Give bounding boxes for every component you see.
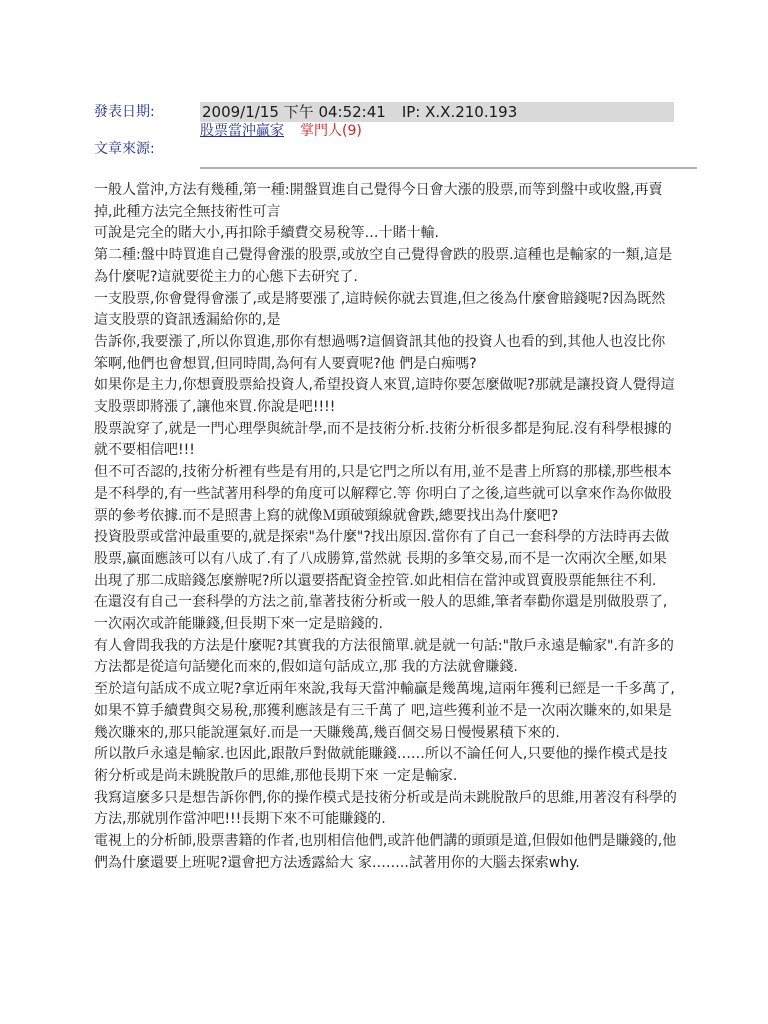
article-paragraph: 投資股票或當沖最重要的,就是探索"為什麼"?找出原因.當你有了自己一套科學的方法時再去做股票,贏面應該可以有八成了.有了八成勝算,當然就 長期的多筆交易,而不是一次兩次全壓,如果出現了那二成賠錢怎麼辦呢?所以還要搭配資金控管.如此相信在當沖或買賣股票能無往不利. (94, 529, 670, 589)
article-paragraph: 我寫這麼多只是想告訴你們,你的操作模式是技術分析或是尚未跳脫散戶的思維,用著沒有科學的方法,那就別作當沖吧!!!長期下來不可能賺錢的. (94, 789, 677, 828)
header-divider (200, 167, 697, 169)
post-ip: IP: X.X.210.193 (401, 103, 518, 121)
article-paragraph: 股票說穿了,就是一門心理學與統計學,而不是技術分析.技術分析很多都是狗屁.沒有科學根據的就不要相信吧!!! (94, 420, 672, 459)
article-paragraph: 在還沒有自己一套科學的方法之前,靠著技術分析或一般人的思維,筆者奉勸你還是別做股票了,一次兩次或許能賺錢,但長期下來一定是賠錢的. (94, 594, 668, 633)
article-paragraph: 一支股票,你會覺得會漲了,或是將要漲了,這時候你就去買進,但之後為什麼會賠錢呢?因為既然這支股票的資訊透漏給你的,是 (94, 290, 666, 329)
article-paragraph: 電視上的分析師,股票書籍的作者,也別相信他們,或許他們講的頭頭是道,但假如他們是賺錢的,他們為什麼還要上班呢?還會把方法透露給大 家……..試著用你的大腦去探索why. (94, 833, 677, 871)
article-paragraph: 但不可否認的,技術分析裡有些是有用的,只是它門之所以有用,並不是書上所寫的那樣,那些根本是不科學的,有一些試著用科學的角度可以解釋它.等 你明白了之後,這些就可以拿來作為你做股票的參考依據.而不是照書上寫的就像Ｍ頭破頸線就會跌,總要找出為什麼吧? (94, 464, 672, 524)
post-source-row (200, 122, 362, 140)
post-date-label: 發表日期: (94, 104, 155, 120)
article-paragraph: 至於這句話成不成立呢?拿近兩年來說,我每天當沖輸贏是幾萬塊,這兩年獲利已經是一千多萬了,如果不算手續費與交易稅,那獲利應該是有三千萬了 吧,這些獲利並不是一次兩次賺來的,如果是幾次賺來的,那只能說運氣好.而是一天賺幾萬,幾百個交易日慢慢累積下來的. (94, 681, 675, 741)
article-body (94, 180, 678, 875)
post-meta-bar (200, 102, 674, 122)
article-paragraph: 一般人當沖,方法有幾種,第一種:開盤買進自己覺得今日會大漲的股票,而等到盤中或收盤,再賣掉,此種方法完全無技術性可言 (94, 182, 663, 220)
source-link[interactable]: 股票當沖贏家 (200, 123, 284, 139)
article-paragraph: 告訴你,我要漲了,所以你買進,那你有想過嗎?這個資訊其他的投資人也看的到,其他人也沒比你笨啊,他們也會想買,但同時間,為何有人要賣呢?他 們是白痴嗎? (94, 333, 666, 372)
post-timestamp: 2009/1/15 下午 04:52:41 (202, 103, 386, 121)
article-paragraph: 如果你是主力,你想賣股票給投資人,希望投資人來買,這時你要怎麼做呢?那就是讓投資人覺得這支股票即將漲了,讓他來買.你說是吧!!!! (94, 377, 675, 416)
article-paragraph: 可說是完全的賭大小,再扣除手續費交易稅等…十賭十輸. (94, 225, 439, 242)
post-source-label: 文章來源: (94, 141, 155, 157)
article-paragraph: 第二種:盤中時買進自己覺得會漲的股票,或放空自己覺得會跌的股票.這種也是輸家的一類,這是為什麼呢?這就要從主力的心態下去研究了. (94, 247, 673, 285)
article-paragraph: 所以散戶永遠是輸家.也因此,跟散戶對做就能賺錢……所以不論任何人,只要他的操作模式是技術分析或是尚未跳脫散戶的思維,那他長期下來 一定是輸家. (94, 746, 668, 784)
source-author: 掌門人(9) (300, 123, 362, 139)
article-paragraph: 有人會問我我的方法是什麼呢?其實我的方法很簡單.就是就一句話:"散戶永遠是輸家".有許多的方法都是從這句話變化而來的,假如這句話成立,那 我的方法就會賺錢. (94, 637, 674, 676)
